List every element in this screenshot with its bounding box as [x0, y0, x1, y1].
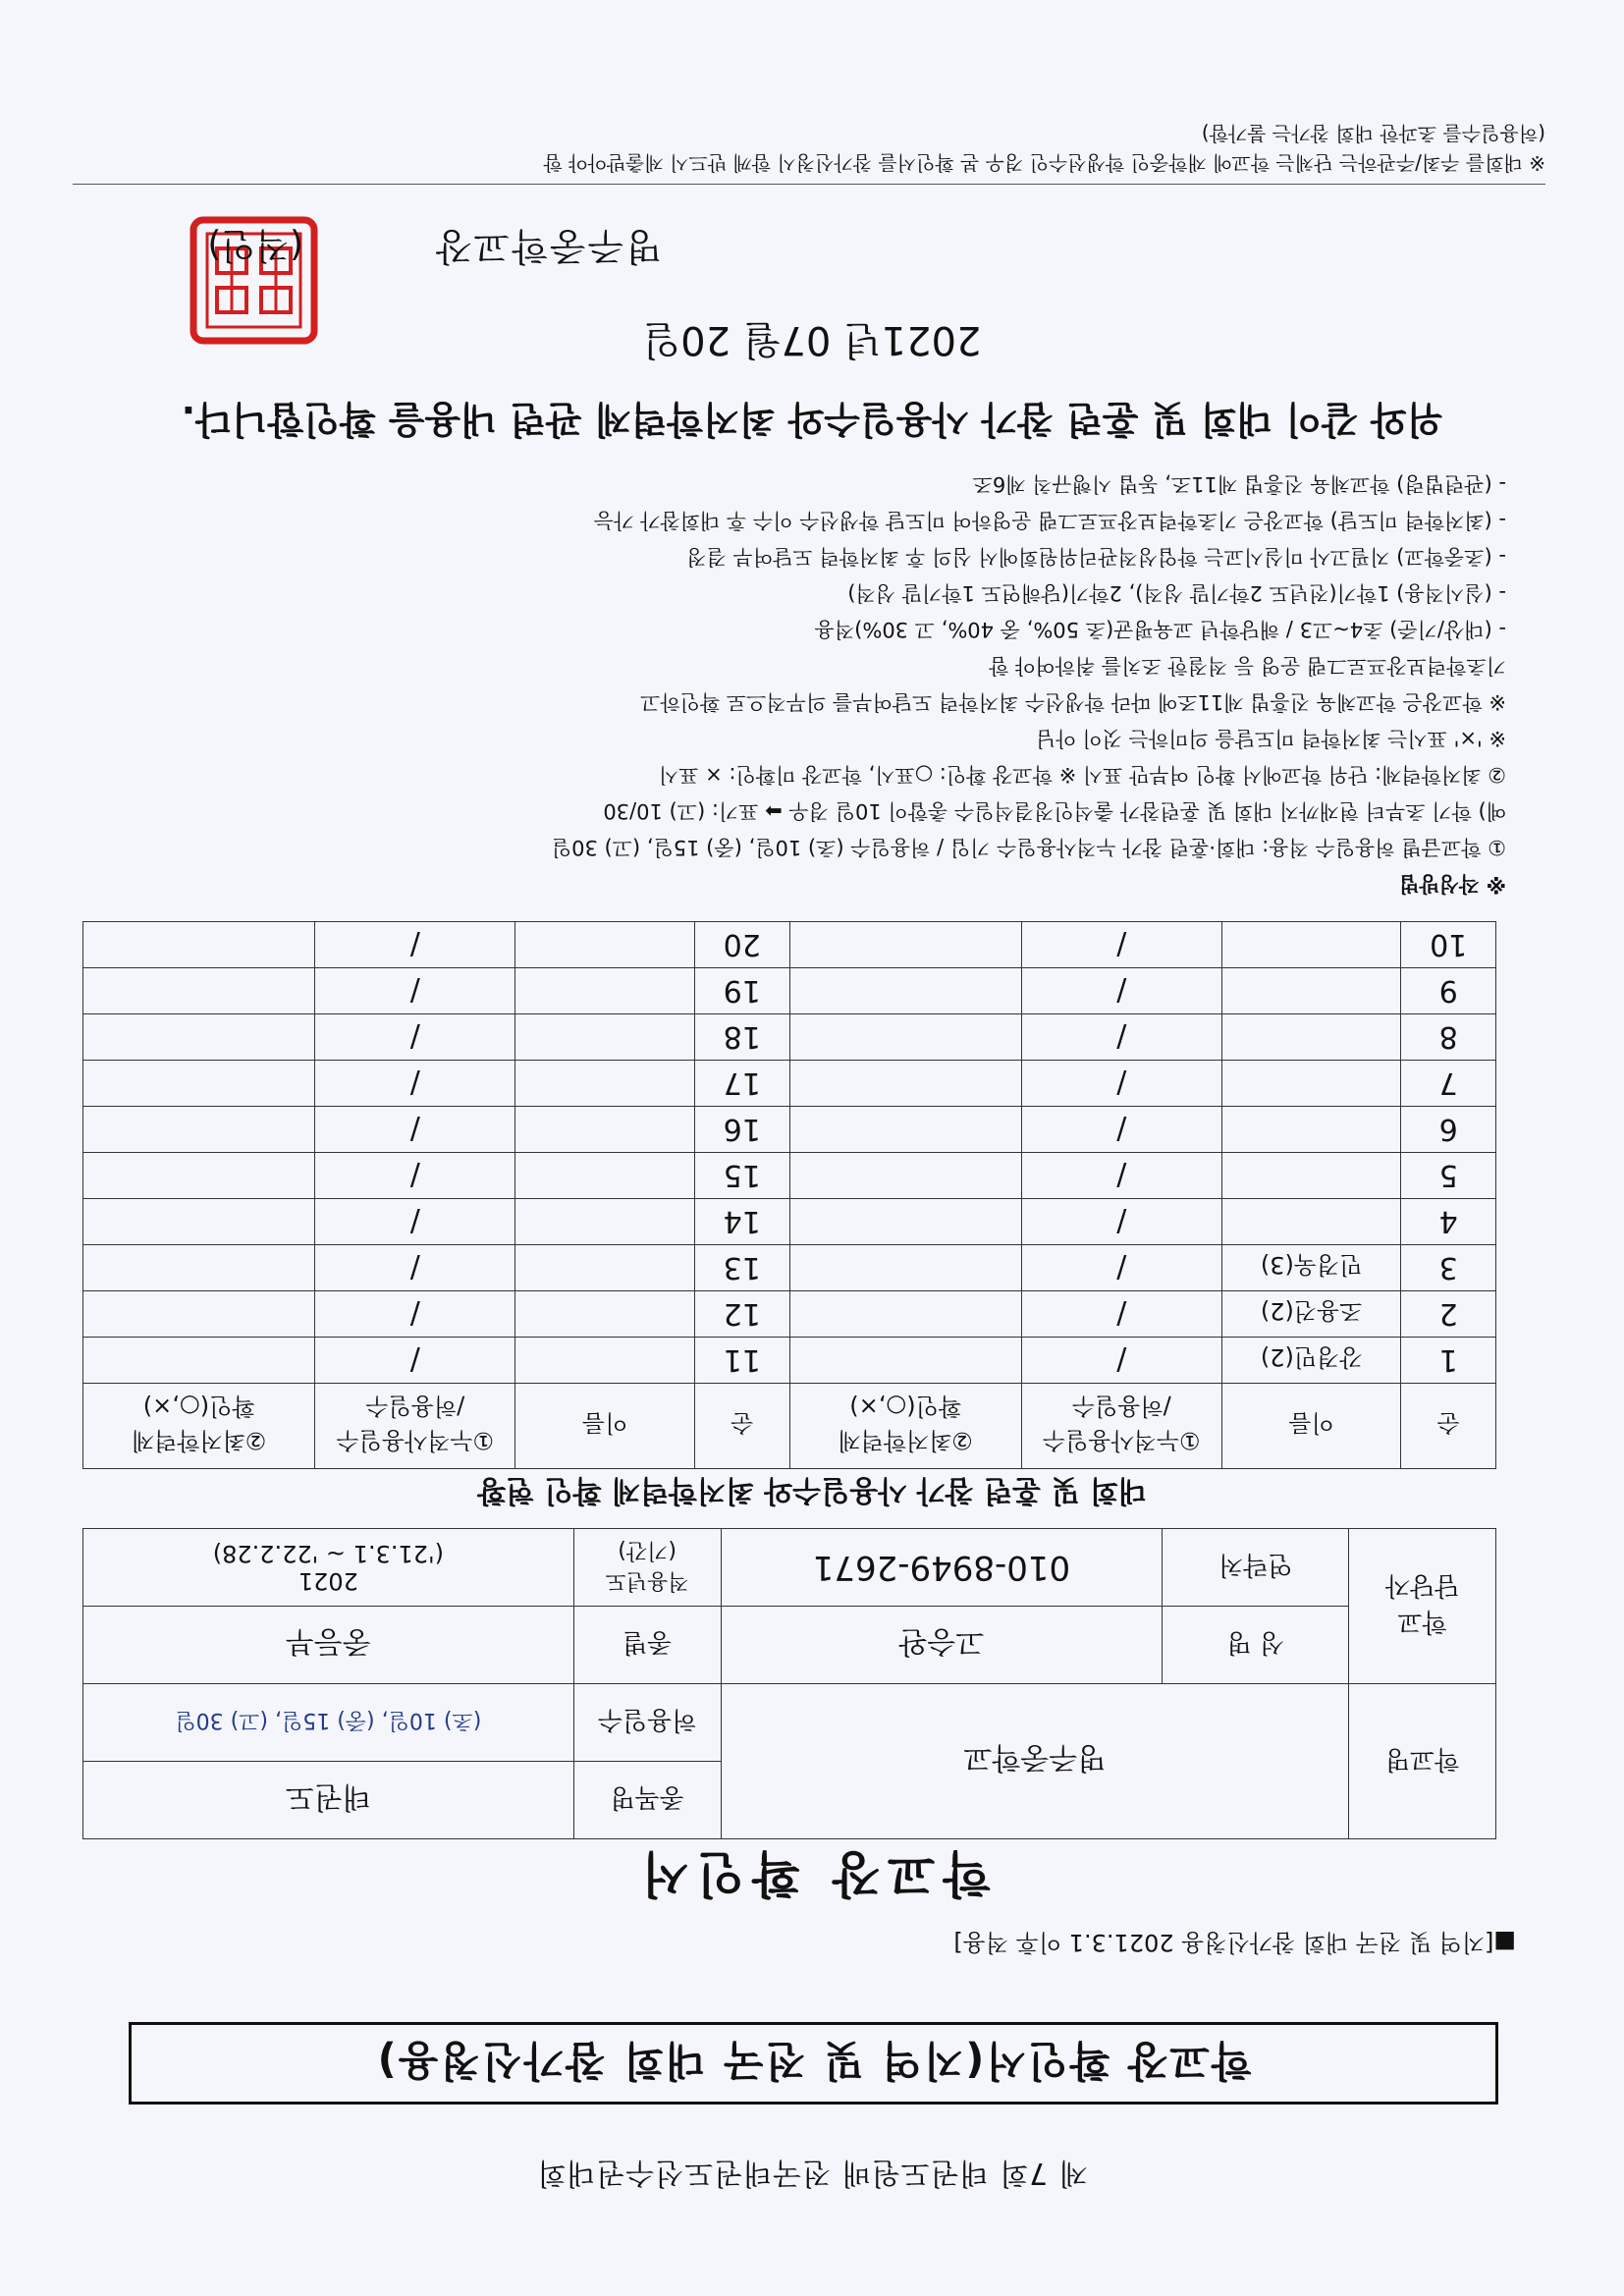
row-name-right [515, 1107, 695, 1153]
row-days-right: / [315, 1153, 515, 1199]
status-table [82, 921, 1496, 1469]
row-seq-left: 4 [1401, 1199, 1496, 1245]
status-table-title: 대회 및 훈련 참가 사용일수와 최저학력제 확인 현황 [477, 1473, 1147, 1507]
row-seq-right: 16 [694, 1107, 789, 1153]
table-row [83, 1153, 1496, 1199]
instruction-line: ① 학교급별 허용일수 적용: 대회·훈련 참가 누적사용일수 기입 / 허용일수 (초) 10일, (중) 15일, (고) 30일 [551, 836, 1506, 859]
row-seq-left: 9 [1401, 968, 1496, 1014]
school-value: 명주중학교 [721, 1684, 1349, 1839]
row-check-left [789, 1061, 1021, 1107]
row-days-right: / [315, 922, 515, 968]
header-name-2: 이름 [515, 1384, 695, 1469]
row-name-left [1221, 1107, 1401, 1153]
row-check-left [789, 1338, 1021, 1384]
row-days-left: / [1021, 1199, 1221, 1245]
row-check-right [83, 1153, 315, 1199]
row-name-right [515, 1199, 695, 1245]
row-name-left: 강경민(2) [1221, 1338, 1401, 1384]
row-seq-left: 1 [1401, 1338, 1496, 1384]
school-info-table [82, 1528, 1496, 1839]
row-seq-left: 10 [1401, 922, 1496, 968]
seal-label: (직인) [207, 225, 303, 265]
name-label: 성 명 [1163, 1607, 1349, 1684]
row-name-left [1221, 922, 1401, 968]
row-days-right: / [315, 1061, 515, 1107]
row-seq-right: 17 [694, 1061, 789, 1107]
principal-signature: 명주중학교장 [433, 225, 662, 268]
row-days-right: / [315, 1107, 515, 1153]
table-row [83, 922, 1496, 968]
header-name-1: 이름 [1221, 1384, 1401, 1469]
confirmation-sentence: 위와 같이 대회 및 훈련 참가 사용일수와 최저학력제 관련 내용을 확인합니다. [181, 398, 1443, 441]
row-name-right [515, 1338, 695, 1384]
row-check-right [83, 1199, 315, 1245]
row-name-right [515, 1153, 695, 1199]
document-title: 학교장 확인서(지역 및 전국 대회 참가신청용) [129, 2022, 1498, 2105]
footnote-line: ※ 대회를 주최/주관하는 단체는 학교에 재학중인 학생선수인 경우 본 확인서를 참가신청시 함께 반드시 제출받아야 함 [543, 151, 1545, 175]
table-row [83, 1245, 1496, 1291]
period-label: 적용년도 (기간) [573, 1529, 721, 1607]
event-name: 제 7회 태권도원배 전국태권도선수권대회 [536, 2156, 1088, 2190]
table-row [83, 1014, 1496, 1061]
row-days-right: / [315, 1338, 515, 1384]
row-days-right: / [315, 1014, 515, 1061]
instruction-line: 기초학력보장프로그램 운영 등 적절한 조치를 취하여야 함 [989, 654, 1506, 678]
row-seq-left: 8 [1401, 1014, 1496, 1061]
table-row [83, 1107, 1496, 1153]
row-days-right: / [315, 968, 515, 1014]
header-days-1: ①누적사용일수 /허용일수 [1021, 1384, 1221, 1469]
instruction-line: - (실시적용) 1학기(전년도 2학기말 성적), 2학기(당해연도 1학기말 성적) [847, 581, 1506, 605]
row-days-left: / [1021, 1107, 1221, 1153]
row-seq-right: 11 [694, 1338, 789, 1384]
row-days-left: / [1021, 968, 1221, 1014]
name-value: 고승완 [721, 1607, 1163, 1684]
row-check-left [789, 1245, 1021, 1291]
event-value: 태권도 [83, 1762, 574, 1839]
instruction-line: - (최저학력 미도달) 학교장은 기초학력보장프로그램 운영하여 미도달 학생선수 이수 후 대회참가 가능 [593, 509, 1506, 532]
instruction-line: ※ 학교장은 학교체육 진흥법 제11조에 따라 학생선수 최저학력 도달여부를 의무적으로 확인하고 [640, 690, 1506, 714]
row-check-right [83, 968, 315, 1014]
row-seq-left: 2 [1401, 1291, 1496, 1338]
row-seq-right: 15 [694, 1153, 789, 1199]
row-seq-left: 6 [1401, 1107, 1496, 1153]
table-row [83, 1061, 1496, 1107]
row-name-left: 민경욱(3) [1221, 1245, 1401, 1291]
grade-value: 중등부 [83, 1607, 574, 1684]
row-days-left: / [1021, 1245, 1221, 1291]
row-check-left [789, 1153, 1021, 1199]
row-check-right [83, 1107, 315, 1153]
row-days-left: / [1021, 1153, 1221, 1199]
row-check-left [789, 1107, 1021, 1153]
event-label: 종목명 [573, 1762, 721, 1839]
row-name-left [1221, 1014, 1401, 1061]
applies-note: ■[지역 및 전국 대회 참가신청용 2021.3.1 이후 적용] [953, 1929, 1516, 1956]
row-name-right [515, 1061, 695, 1107]
row-name-left: 조용건(2) [1221, 1291, 1401, 1338]
row-seq-left: 5 [1401, 1153, 1496, 1199]
header-days-2: ①누적사용일수 /허용일수 [315, 1384, 515, 1469]
row-check-left [789, 1291, 1021, 1338]
header-check-2: ②최저학력제 확인(○,×) [83, 1384, 315, 1469]
row-check-left [789, 1014, 1021, 1061]
row-name-left [1221, 968, 1401, 1014]
writing-instructions [92, 465, 1506, 902]
row-days-right: / [315, 1291, 515, 1338]
row-seq-right: 13 [694, 1245, 789, 1291]
row-seq-left: 3 [1401, 1245, 1496, 1291]
contact-value: 010-8949-2671 [721, 1529, 1163, 1607]
instruction-line: 예) 학기 초부터 현재까지 대회 및 훈련참가 출석인정결석일수 총합이 10일 경우 ➡ 표기: (고) 10/30 [603, 799, 1506, 823]
row-days-left: / [1021, 1338, 1221, 1384]
instruction-line: ※ '×' 표시는 최저학력 미도달을 의미하는 것이 아님 [1036, 727, 1506, 750]
table-row [83, 1338, 1496, 1384]
table-row [83, 1199, 1496, 1245]
row-seq-right: 18 [694, 1014, 789, 1061]
row-check-left [789, 1199, 1021, 1245]
period-value: 2021 ('21.3.1 ~ '22.2.28) [83, 1529, 574, 1607]
form-title: 학교장 확인서 [633, 1845, 991, 1902]
row-seq-right: 19 [694, 968, 789, 1014]
footnote-line: (허용일수를 초과한 대회 참가는 불가함) [1201, 122, 1545, 145]
row-check-left [789, 968, 1021, 1014]
row-check-left [789, 922, 1021, 968]
row-days-right: / [315, 1199, 515, 1245]
header-check-1: ②최저학력제 확인(○,×) [789, 1384, 1021, 1469]
allowed-days-value: (초) 10일, (중) 15일, (고) 30일 [83, 1684, 574, 1762]
instruction-line: ② 최저학력제: 단위 학교에서 확인 여부만 표시 ※ 학교장 확인: ○표시, 학교장 미확인: × 표시 [658, 763, 1506, 787]
contact-label: 연락처 [1163, 1529, 1349, 1607]
issue-date: 2021년 07월 20일 [642, 317, 982, 362]
instruction-line: - (관련법령) 학교체육 진흥법 제11조, 동법 시행규칙 제6조 [972, 472, 1506, 496]
row-check-right [83, 1061, 315, 1107]
row-name-left [1221, 1061, 1401, 1107]
row-check-right [83, 922, 315, 968]
row-seq-left: 7 [1401, 1061, 1496, 1107]
header-seq-1: 순 [1401, 1384, 1496, 1469]
row-name-right [515, 922, 695, 968]
row-seq-right: 20 [694, 922, 789, 968]
row-check-right [83, 1291, 315, 1338]
row-days-right: / [315, 1245, 515, 1291]
row-seq-right: 12 [694, 1291, 789, 1338]
instruction-line: - (대상/기준) 초4~고3 / 해당학년 교육평균(초 50%, 중 40%, 고 30%)적용 [814, 618, 1506, 641]
row-days-left: / [1021, 1291, 1221, 1338]
table-row [83, 1291, 1496, 1338]
header-seq-2: 순 [694, 1384, 789, 1469]
allowed-days-label: 허용일수 [573, 1684, 721, 1762]
row-name-right [515, 1291, 695, 1338]
row-days-left: / [1021, 922, 1221, 968]
row-days-left: / [1021, 1061, 1221, 1107]
row-check-right [83, 1245, 315, 1291]
row-name-right [515, 1245, 695, 1291]
instruction-line: - (초중학교) 지필고사 미실시교는 학업성적관리위원회에서 심의 후 최저학력 도달여부 결정 [686, 545, 1506, 569]
school-label: 학교명 [1349, 1684, 1496, 1839]
table-header-row [83, 1384, 1496, 1469]
row-seq-right: 14 [694, 1199, 789, 1245]
grade-label: 종별 [573, 1607, 721, 1684]
row-name-left [1221, 1153, 1401, 1199]
manager-label: 학교 담당자 [1349, 1529, 1496, 1684]
row-days-left: / [1021, 1014, 1221, 1061]
table-row [83, 968, 1496, 1014]
row-name-right [515, 1014, 695, 1061]
row-name-left [1221, 1199, 1401, 1245]
row-check-right [83, 1014, 315, 1061]
row-name-right [515, 968, 695, 1014]
footnote [73, 119, 1545, 185]
row-check-right [83, 1338, 315, 1384]
instruction-line: ※ 작성방법 [1399, 872, 1506, 896]
